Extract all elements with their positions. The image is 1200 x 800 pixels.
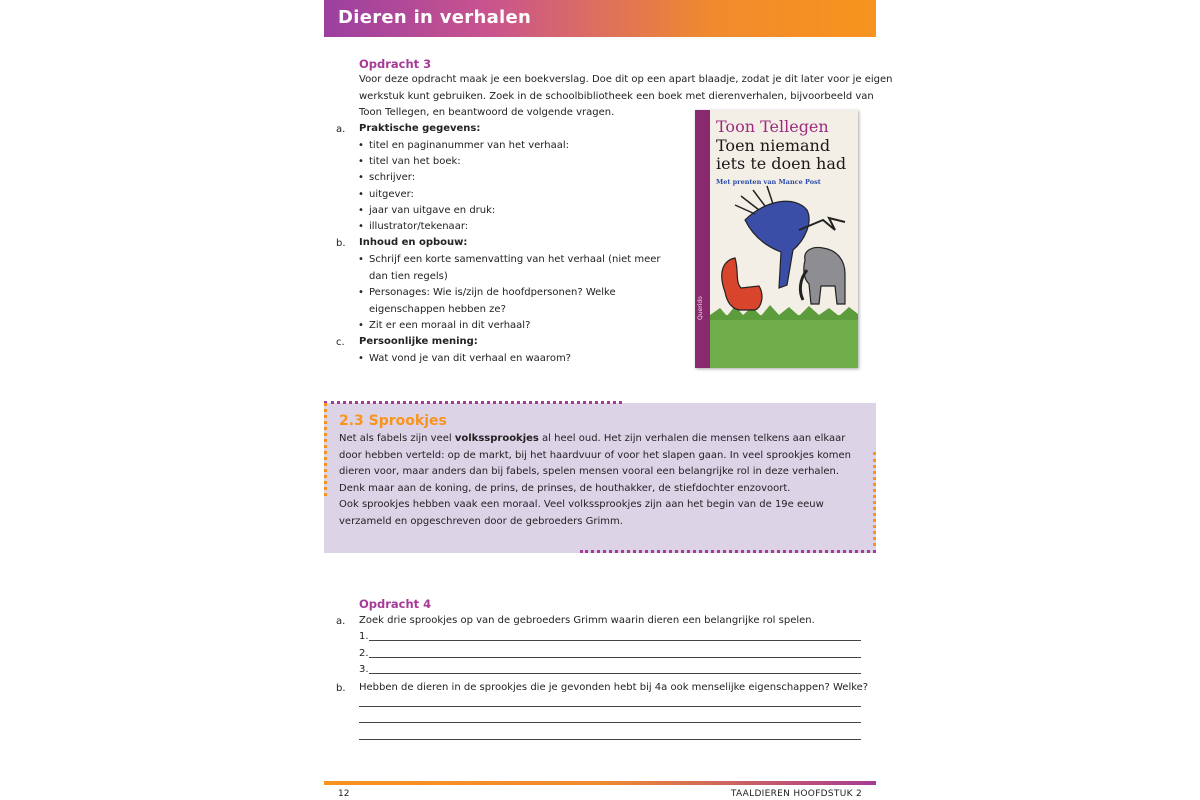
squirrel <box>722 258 762 310</box>
list-item: • titel en paginanummer van het verhaal: <box>359 138 669 155</box>
list-item: • titel van het boek: <box>359 154 669 171</box>
section-title: 2.3 Sprookjes <box>339 413 447 429</box>
intro-line: Voor deze opdracht maak je een boekverslag. Doe dit op een apart blaadje, zodat je dit later voor je eigen <box>359 74 893 85</box>
book-subtitle: Met prenten van Mance Post <box>716 178 821 186</box>
answer-line[interactable] <box>369 640 861 641</box>
opdracht3-title: Opdracht 3 <box>359 57 432 71</box>
dotted-border <box>324 401 622 404</box>
elephant <box>804 248 845 305</box>
book-publisher: Querido <box>697 296 704 320</box>
list-item: • uitgever: <box>359 187 669 204</box>
question-a: Zoek drie sprookjes op van de gebroeders Grimm waarin dieren een belangrijke rol spelen. <box>359 615 815 626</box>
dotted-border <box>580 550 876 553</box>
section-letter: b. <box>336 238 346 249</box>
book-title: Toen niemand iets te doen had <box>716 136 847 173</box>
list-item: • Personages: Wie is/zijn de hoofdpersonen? Welke eigenschappen hebben ze? <box>359 285 669 318</box>
section-heading: Praktische gegevens: <box>359 123 481 134</box>
answer-number: 1. <box>359 631 369 642</box>
intro-line: werkstuk kunt gebruiken. Zoek in de schoolbibliotheek een boek met dierenverhalen, bijvoorbeeld van <box>359 90 874 102</box>
book-cover-image <box>695 110 858 368</box>
section-letter: a. <box>336 124 346 135</box>
section-heading: Inhoud en opbouw: <box>359 237 468 248</box>
list-item: • Wat vond je van dit verhaal en waarom? <box>359 351 669 368</box>
paragraph: Ook sprookjes hebben vaak een moraal. Veel volkssprookjes zijn aan het begin van de 19e eeuw verzameld en opgeschreven door de gebroeders Grimm. <box>339 499 824 527</box>
page-number: 12 <box>338 789 350 799</box>
dotted-border <box>873 452 876 553</box>
book-illustration <box>695 110 858 368</box>
answer-number: 2. <box>359 648 369 659</box>
chapter-header <box>324 0 876 37</box>
dotted-border <box>324 403 327 496</box>
list-item: • Zit er een moraal in dit verhaal? <box>359 318 669 335</box>
section-letter: a. <box>336 616 346 627</box>
answer-line[interactable] <box>359 739 861 740</box>
list-item: • jaar van uitgave en druk: <box>359 203 669 220</box>
chapter-title: Dieren in verhalen <box>338 7 532 28</box>
answer-line[interactable] <box>369 657 861 658</box>
chapter-label: TAALDIEREN HOOFDSTUK 2 <box>730 789 862 799</box>
book-author: Toon Tellegen <box>716 117 829 136</box>
answer-line[interactable] <box>359 706 861 707</box>
footer-bar <box>324 781 876 785</box>
question-b: Hebben de dieren in de sprookjes die je gevonden hebt bij 4a ook menselijke eigenschappen? Welke? <box>359 682 869 693</box>
grass <box>710 315 858 368</box>
section-letter: b. <box>336 683 346 694</box>
answer-line[interactable] <box>369 673 861 674</box>
list-item: • illustrator/tekenaar: <box>359 219 669 236</box>
section-heading: Persoonlijke mening: <box>359 336 478 347</box>
list-item: • Schrijf een korte samenvatting van het verhaal (niet meer dan tien regels) <box>359 252 669 285</box>
answer-number: 3. <box>359 664 369 675</box>
sprookjes-text <box>339 431 864 531</box>
section-letter: c. <box>336 337 345 348</box>
intro-line: Toon Tellegen, en beantwoord de volgende vragen. <box>359 107 615 118</box>
paragraph: Net als fabels zijn veel volkssprookjes al heel oud. Het zijn verhalen die mensen telkens aan elkaar door hebben verteld: op de markt, bij het haardvuur of voor het slapen gaan. In veel sprookjes komen dieren voor, maar anders dan bij fabels, spelen mensen vooral een belangrijke rol in deze verhalen. Denk maar aan de koning, de prins, de prinses, de houthakker, de stiefdochter enzovoort. <box>339 433 851 494</box>
document-page <box>324 0 893 800</box>
answer-line[interactable] <box>359 722 861 723</box>
opdracht4-title: Opdracht 4 <box>359 597 432 611</box>
list-item: • schrijver: <box>359 170 669 187</box>
